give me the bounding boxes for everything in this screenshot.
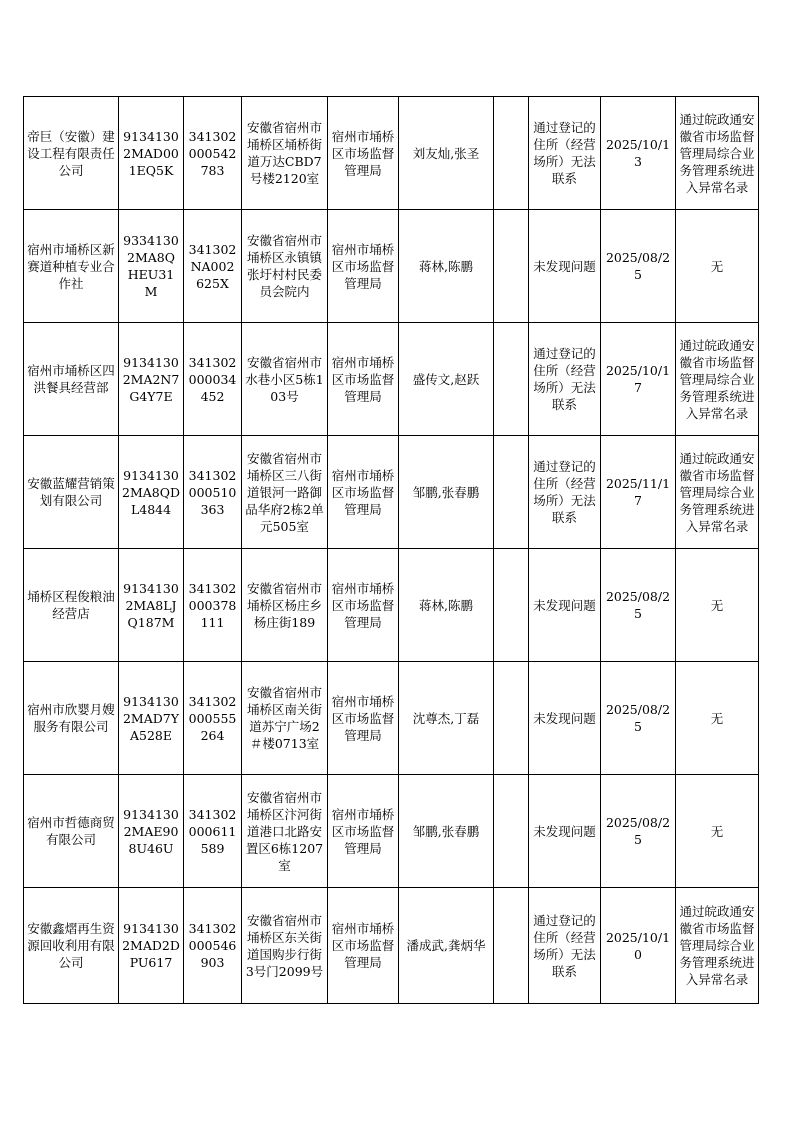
action-taken-cell: 无 [676, 775, 759, 888]
authority-cell: 宿州市埇桥区市场监督管理局 [328, 97, 399, 210]
address-cell: 安徽省宿州市埇桥区永镇镇张圩村村民委员会院内 [242, 210, 328, 323]
table-row [24, 775, 759, 888]
authority-cell: 宿州市埇桥区市场监督管理局 [328, 549, 399, 662]
table-row [24, 97, 759, 210]
action-taken-cell: 无 [676, 662, 759, 775]
credit-code-cell: 91341302MAE908U46U [119, 775, 184, 888]
inspection-result-cell: 通过登记的住所（经营场所）无法联系 [529, 97, 601, 210]
date-cell: 2025/08/25 [601, 775, 676, 888]
date-cell: 2025/10/17 [601, 323, 676, 436]
inspection-result-cell: 通过登记的住所（经营场所）无法联系 [529, 323, 601, 436]
company-name-cell: 宿州市欣婴月嫂服务有限公司 [24, 662, 119, 775]
address-cell: 安徽省宿州市埇桥区埇桥街道万达CBD7号楼2120室 [242, 97, 328, 210]
date-cell: 2025/11/17 [601, 436, 676, 549]
address-cell: 安徽省宿州市埇桥区三八街道银河一路御品华府2栋2单元505室 [242, 436, 328, 549]
credit-code-cell: 91341302MA8QDL4844 [119, 436, 184, 549]
table-row [24, 549, 759, 662]
address-cell: 安徽省宿州市埇桥区杨庄乡杨庄街189 [242, 549, 328, 662]
company-name-cell: 宿州市埇桥区四洪餐具经营部 [24, 323, 119, 436]
credit-code-cell: 93341302MA8QHEU31M [119, 210, 184, 323]
authority-cell: 宿州市埇桥区市场监督管理局 [328, 436, 399, 549]
date-cell: 2025/10/13 [601, 97, 676, 210]
blank-cell [494, 775, 529, 888]
table-row [24, 662, 759, 775]
registration-number-cell: 341302NA002625X [184, 210, 242, 323]
action-taken-cell: 无 [676, 210, 759, 323]
company-name-cell: 帝巨（安徽）建设工程有限责任公司 [24, 97, 119, 210]
inspectors-cell: 蒋林,陈鹏 [399, 210, 494, 323]
authority-cell: 宿州市埇桥区市场监督管理局 [328, 323, 399, 436]
action-taken-cell: 通过皖政通安徽省市场监督管理局综合业务管理系统进入异常名录 [676, 323, 759, 436]
company-name-cell: 埇桥区程俊粮油经营店 [24, 549, 119, 662]
address-cell: 安徽省宿州市埇桥区汴河街道港口北路安置区6栋1207室 [242, 775, 328, 888]
date-cell: 2025/08/25 [601, 662, 676, 775]
company-name-cell: 宿州市埇桥区新赛道种植专业合作社 [24, 210, 119, 323]
inspectors-cell: 盛传文,赵跃 [399, 323, 494, 436]
authority-cell: 宿州市埇桥区市场监督管理局 [328, 775, 399, 888]
address-cell: 安徽省宿州市埇桥区东关街道国购步行街3号门2099号 [242, 888, 328, 1004]
inspectors-cell: 沈尊杰,丁磊 [399, 662, 494, 775]
inspectors-cell: 邹鹏,张春鹏 [399, 436, 494, 549]
inspectors-cell: 邹鹏,张春鹏 [399, 775, 494, 888]
table-row [24, 210, 759, 323]
credit-code-cell: 91341302MAD7YA528E [119, 662, 184, 775]
company-name-cell: 安徽鑫熠再生资源回收利用有限公司 [24, 888, 119, 1004]
inspectors-cell: 刘友灿,张圣 [399, 97, 494, 210]
registration-number-cell: 341302000542783 [184, 97, 242, 210]
blank-cell [494, 323, 529, 436]
inspection-result-cell: 未发现问题 [529, 662, 601, 775]
registration-number-cell: 341302000611589 [184, 775, 242, 888]
registration-number-cell: 341302000378111 [184, 549, 242, 662]
date-cell: 2025/08/25 [601, 210, 676, 323]
inspectors-cell: 潘成武,龚炳华 [399, 888, 494, 1004]
registration-number-cell: 341302000510363 [184, 436, 242, 549]
credit-code-cell: 91341302MAD001EQ5K [119, 97, 184, 210]
inspectors-cell: 蒋林,陈鹏 [399, 549, 494, 662]
credit-code-cell: 91341302MA8LJQ187M [119, 549, 184, 662]
blank-cell [494, 662, 529, 775]
action-taken-cell: 通过皖政通安徽省市场监督管理局综合业务管理系统进入异常名录 [676, 436, 759, 549]
inspection-result-cell: 未发现问题 [529, 549, 601, 662]
company-name-cell: 宿州市哲德商贸有限公司 [24, 775, 119, 888]
inspection-result-cell: 未发现问题 [529, 775, 601, 888]
credit-code-cell: 91341302MA2N7G4Y7E [119, 323, 184, 436]
date-cell: 2025/10/10 [601, 888, 676, 1004]
table-row [24, 888, 759, 1004]
registration-number-cell: 341302000034452 [184, 323, 242, 436]
authority-cell: 宿州市埇桥区市场监督管理局 [328, 888, 399, 1004]
action-taken-cell: 通过皖政通安徽省市场监督管理局综合业务管理系统进入异常名录 [676, 888, 759, 1004]
blank-cell [494, 436, 529, 549]
inspection-records-table [23, 96, 759, 1004]
blank-cell [494, 210, 529, 323]
registration-number-cell: 341302000555264 [184, 662, 242, 775]
inspection-result-cell: 通过登记的住所（经营场所）无法联系 [529, 888, 601, 1004]
authority-cell: 宿州市埇桥区市场监督管理局 [328, 662, 399, 775]
credit-code-cell: 91341302MAD2DPU617 [119, 888, 184, 1004]
blank-cell [494, 97, 529, 210]
table-row [24, 323, 759, 436]
action-taken-cell: 无 [676, 549, 759, 662]
address-cell: 安徽省宿州市水巷小区5栋103号 [242, 323, 328, 436]
authority-cell: 宿州市埇桥区市场监督管理局 [328, 210, 399, 323]
blank-cell [494, 888, 529, 1004]
blank-cell [494, 549, 529, 662]
address-cell: 安徽省宿州市埇桥区南关街道苏宁广场2＃楼0713室 [242, 662, 328, 775]
table-row [24, 436, 759, 549]
registration-number-cell: 341302000546903 [184, 888, 242, 1004]
date-cell: 2025/08/25 [601, 549, 676, 662]
inspection-result-cell: 通过登记的住所（经营场所）无法联系 [529, 436, 601, 549]
inspection-result-cell: 未发现问题 [529, 210, 601, 323]
company-name-cell: 安徽蓝耀营销策划有限公司 [24, 436, 119, 549]
action-taken-cell: 通过皖政通安徽省市场监督管理局综合业务管理系统进入异常名录 [676, 97, 759, 210]
